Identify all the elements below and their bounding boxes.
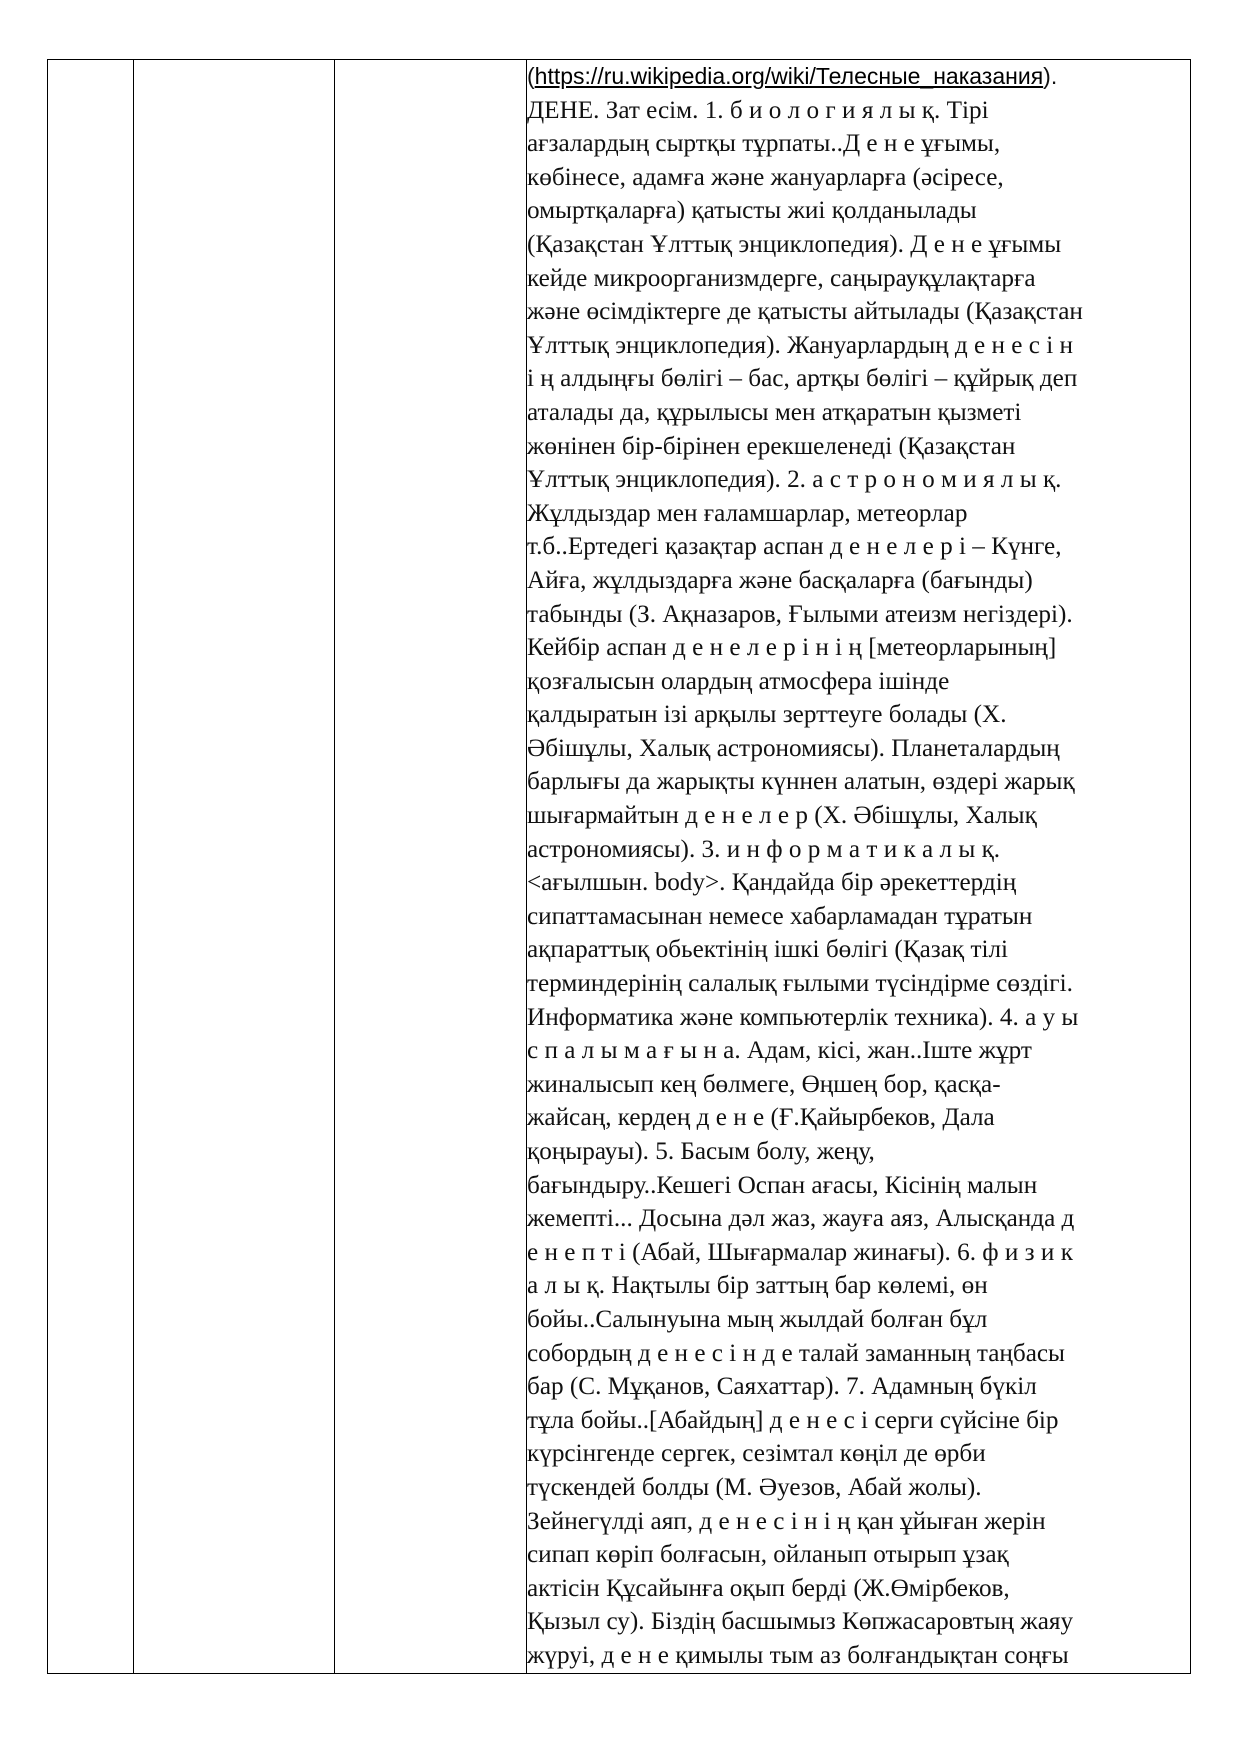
text-line: жөнінен бір-бірінен ерекшеленеді (Қазақстан [527,432,1016,460]
text-line: жиналысып кең бөлмеге, Өңшең бор, қасқа- [527,1070,1001,1098]
text-line: қалдыратын ізі арқылы зерттеуге болады (Х. [527,701,1007,729]
text-line: жүруі, д е н е қимылы тым аз болғандықтан соңғы [527,1641,1069,1669]
text-line: бар (С. Мұқанов, Саяхаттар). 7. Адамның бүкіл [527,1373,1037,1401]
text-line: жайсаң, кердең д е н е (Ғ.Қайырбеков, Дала [527,1104,995,1132]
text-line: (Қазақстан Ұлттық энциклопедия). Д е н е ұғымы [527,230,1062,258]
document-table [47,59,1191,1674]
text-line: Ұлттық энциклопедия). 2. а с т р о н о м и я л ы қ. [527,466,1062,494]
text-line: а л ы қ. Нақтылы бір заттың бар көлемі, өн [527,1272,988,1300]
text-line: барлығы да жарықты күннен алатын, өздері жарық [527,768,1075,796]
text-line: ДЕНЕ. Зат есім. 1. б и о л о г и я л ы қ. Тірі [527,96,989,124]
text-line: астрономиясы). 3. и н ф о р м а т и к а л ы қ. [527,835,1001,863]
text-line: жемепті... Досына дәл жаз, жауға аяз, Алысқанда д [527,1205,1075,1233]
text-line: і ң алдыңғы бөлігі – бас, артқы бөлігі – құйрық деп [527,365,1078,393]
text-line: Қызыл су). Біздің басшымыз Көпжасаровтың жаяу [527,1608,1074,1636]
text-line: кейде микроорганизмдерге, саңырауқұлақтарға [527,264,1036,292]
source-link-line [527,60,1190,94]
table-cell-number [48,60,134,1674]
text-line: Ұлттық энциклопедия). Жануарлардың д е н е с і н [527,331,1073,359]
link-open-paren: ( [527,63,535,89]
wikipedia-link[interactable]: https://ru.wikipedia.org/wiki/Телесные_наказания [534,63,1044,89]
table-row [48,60,1191,1674]
definition-text [527,60,1190,1673]
text-line: т.б..Ертедегі қазақтар аспан д е н е л е р і – Күнге, [527,533,1062,561]
text-line: с п а л ы м а ғ ы н а. Адам, кісі, жан..Іште жұрт [527,1037,1032,1065]
text-line: шығармайтын д е н е л е р (Х. Әбішұлы, Халық [527,802,1037,830]
text-line: көбінесе, адамға және жануарларға (әсіресе, [527,163,1004,191]
text-line: бойы..Салынуына мың жылдай болған бұл [527,1305,988,1333]
text-line: бағындыру..Кешегі Оспан ағасы, Кісінің малын [527,1171,1038,1199]
text-line: табынды (З. Ақназаров, Ғылыми атеизм негіздері). [527,600,1073,628]
text-line: Әбішұлы, Халық астрономиясы). Планеталардың [527,734,1060,762]
text-line: Информатика және компьютерлік техника). 4. а у ы [527,1003,1079,1031]
text-line: сипап көріп болғасын, ойланып отырып ұзақ [527,1541,1009,1569]
text-line: қоңырауы). 5. Басым болу, жеңу, [527,1138,875,1165]
text-line: собордың д е н е с і н д е талай заманның таңбасы [527,1339,1065,1367]
text-line: сипаттамасынан немесе хабарламадан тұратын [527,902,1033,930]
text-line: және өсімдіктерге де қатысты айтылады (Қазақстан [527,298,1083,326]
text-line: терминдерінің салалық ғылыми түсіндірме сөздігі. [527,970,1073,998]
text-line: омыртқаларға) қатысты жиі қолданылады [527,197,977,225]
text-line: тұла бойы..[Абайдың] д е н е с і серги сүйсіне бір [527,1406,1059,1434]
text-line: күрсінгенде сергек, сезімтал көңіл де өрби [527,1440,986,1468]
link-close-paren: ). [1043,63,1058,89]
text-line: е н е п т і (Абай, Шығармалар жинағы). 6. ф и з и к [527,1238,1073,1266]
text-line: Кейбір аспан д е н е л е р і н і ң [метеорларының] [527,634,1057,662]
text-line: <ағылшын. body>. Қандайда бір әрекеттердің [527,869,1017,897]
text-line: актісін Құсайынға оқып берді (Ж.Өмірбеков, [527,1574,1010,1602]
table-cell-translation [335,60,527,1674]
text-line: ақпараттық обьектінің ішкі бөлігі (Қазақ тілі [527,936,1009,964]
text-line: Айға, жұлдыздарға және басқаларға (бағынды) [527,566,1033,594]
text-line: аталады да, құрылысы мен атқаратын қызметі [527,398,1022,426]
text-line: Жұлдыздар мен ғаламшарлар, метеорлар [527,499,968,527]
table-cell-term [134,60,335,1674]
table-cell-definition [527,60,1191,1674]
text-line: Зейнегүлді аяп, д е н е с і н і ң қан ұйыған жерін [527,1507,1046,1535]
text-line: ағзалардың сыртқы тұрпаты..Д е н е ұғымы, [527,130,1001,158]
text-line: түскендей болды (М. Әуезов, Абай жолы). [527,1473,982,1501]
text-line: қозғалысын олардың атмосфера ішінде [527,667,950,695]
